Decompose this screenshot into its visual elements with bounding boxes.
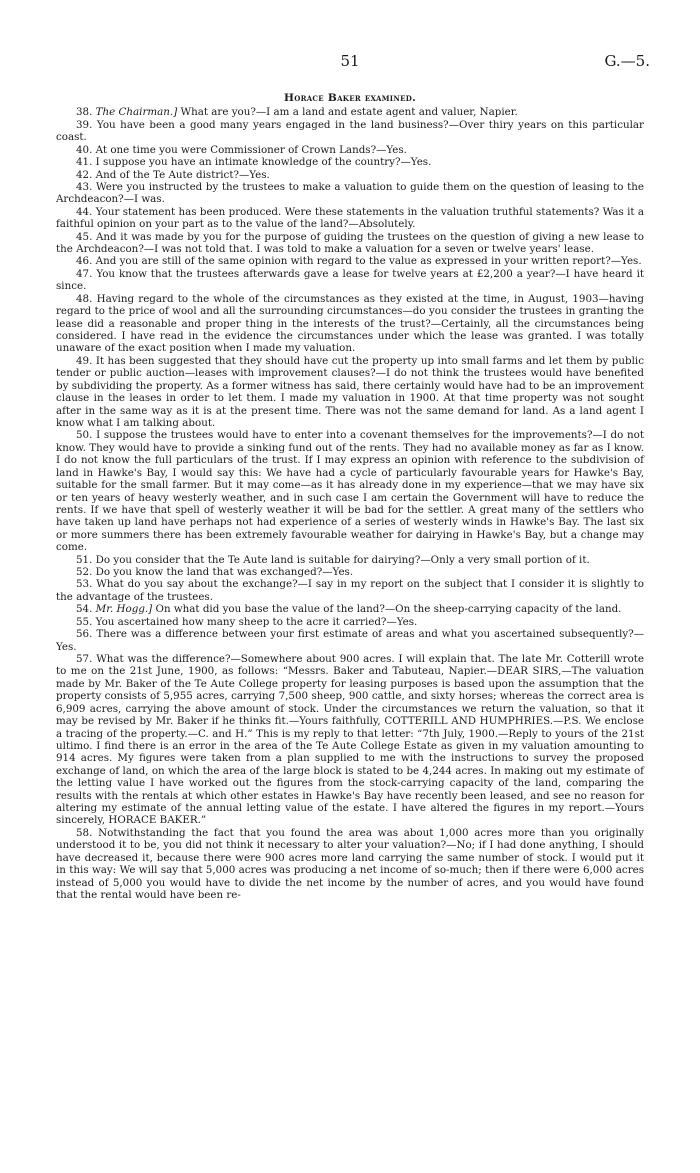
paragraph-text: At one time you were Commissioner of Crown Lands?—Yes. <box>95 143 407 156</box>
witness-heading: Horace Baker examined. <box>283 92 417 104</box>
paragraph-text: Do you consider that the Te Aute land is suitable for dairying?—Only a very small portion of it. <box>95 553 590 566</box>
testimony-paragraph <box>56 106 644 118</box>
document-reference: G.—5. <box>604 52 650 70</box>
question-number: 40. <box>76 143 93 156</box>
question-number: 53. <box>76 578 93 591</box>
paragraph-text: There was a difference between your first estimate of areas and what you ascertained subsequently?—Yes. <box>56 628 644 653</box>
page-number: 51 <box>340 52 360 70</box>
testimony-paragraph <box>56 181 644 206</box>
question-number: 49. <box>76 354 93 367</box>
paragraph-text: Your statement has been produced. Were these statements in the valuation truthful statements? Was it a faithful opinion on your part as to the value of the land?—Absolutely. <box>56 205 644 231</box>
paragraph-text: You have been a good many years engaged in the land business?—Over thiry years on this particular coast. <box>56 118 644 144</box>
paragraph-text: Notwithstanding the fact that you found the area was about 1,000 acres more than you originally understood it to be, you did not think it necessary to alter your valuation?—No; if I had done anything, I should have decreased it, because there were 900 acres more land carrying the same number of stock. I would put it in this way: We will say that 5,000 acres was producing a net income of so-much; then if there were 6,000 acres instead of 5,000 you would have to divide the net income by the number of acres, and you would have found that the rental would have been re- <box>56 826 644 901</box>
speaker-label: Mr. Hogg.] <box>95 603 153 616</box>
question-number: 56. <box>76 628 93 641</box>
testimony-paragraph <box>56 293 644 355</box>
question-number: 41. <box>76 156 93 169</box>
testimony-paragraph <box>56 156 644 168</box>
testimony-paragraph <box>56 653 644 827</box>
testimony-paragraph <box>56 268 644 293</box>
paragraph-text: It has been suggested that they should have cut the property up into small farms and let them by public tender or public auction—leases with improvement clauses?—I do not think the trustees would have benefited by subdividing the property. As a former witness has said, there certainly would have had to be an improvement clause in the leases in order to let them. I made my valuation in 1900. At that time property was not sought after in the same way as it is at the present time. There was not the same demand for land. As a land agent I know what I am talking about. <box>56 354 644 429</box>
question-number: 55. <box>76 615 93 628</box>
testimony-paragraph <box>56 578 644 603</box>
paragraph-text: What do you say about the exchange?—I say in my report on the subject that I consider it is slightly to the advantage of the trustees. <box>56 578 644 603</box>
question-number: 38. <box>76 106 93 119</box>
testimony-paragraph <box>56 603 644 615</box>
paragraph-text: Do you know the land that was exchanged?—Yes. <box>95 566 354 579</box>
paragraph-text: You ascertained how many sheep to the acre it carried?—Yes. <box>95 615 418 628</box>
question-number: 48. <box>76 292 93 305</box>
question-number: 45. <box>76 230 93 243</box>
testimony-paragraph <box>56 429 644 553</box>
question-number: 51. <box>76 553 93 566</box>
question-number: 46. <box>76 255 93 268</box>
paragraph-text: I suppose the trustees would have to enter into a covenant themselves for the improvements?—I do not know. They would have to provide a sinking fund out of the rents. They had no available money as far as I know. I do not know the full particulars of the trust. If I may express an opinion with reference to the subdivision of land in Hawke's Bay, I would say this: We have had a cycle of particularly favourable years for Hawke's Bay, suitable for the small farmer. But it may come—as it has already done in my experience—that we may have six or ten years of heavy westerly weather, and in such case I am certain the Government will have to reduce the rents. If we have that spell of westerly weather it will be bad for the settler. A great many of the settlers who have taken up land have perhaps not had experience of a series of westerly winds in Hawke's Bay. The last six or more summers there has been extremely favourable weather for dairying in Hawke's Bay, but a change may come. <box>56 429 644 554</box>
question-number: 39. <box>76 118 93 131</box>
testimony-paragraph <box>56 616 644 628</box>
testimony-paragraph <box>56 119 644 144</box>
testimony-paragraph <box>56 628 644 653</box>
paragraph-text: On what did you base the value of the land?—On the sheep-carrying capacity of the land. <box>155 603 622 616</box>
question-number: 57. <box>76 652 93 665</box>
testimony-paragraph <box>56 566 644 578</box>
testimony-paragraph <box>56 827 644 902</box>
paragraph-text: And it was made by you for the purpose of guiding the trustees on the question of giving a new lease to the Archdeacon?—I was not told that. I was told to make a valuation for a seven or twelve years' lease. <box>56 230 644 256</box>
testimony-body <box>56 106 644 901</box>
question-number: 52. <box>76 566 93 579</box>
speaker-label: The Chairman.] <box>95 106 178 119</box>
question-number: 47. <box>76 267 93 280</box>
paragraph-text: You know that the trustees afterwards gave a lease for twelve years at £2,200 a year?—I have heard it since. <box>56 267 644 293</box>
paragraph-text: And of the Te Aute district?—Yes. <box>95 168 270 181</box>
testimony-paragraph <box>56 255 644 267</box>
question-number: 44. <box>76 205 93 218</box>
testimony-paragraph <box>56 231 644 256</box>
paragraph-text: And you are still of the same opinion with regard to the value as expressed in your written report?—Yes. <box>95 255 642 268</box>
question-number: 58. <box>76 826 93 839</box>
testimony-paragraph <box>56 144 644 156</box>
testimony-paragraph <box>56 206 644 231</box>
testimony-paragraph <box>56 169 644 181</box>
testimony-paragraph <box>56 355 644 430</box>
question-number: 54. <box>76 603 93 616</box>
paragraph-text: I suppose you have an intimate knowledge of the country?—Yes. <box>95 156 432 169</box>
question-number: 42. <box>76 168 93 181</box>
paragraph-text: Having regard to the whole of the circumstances as they existed at the time, in August, 1903—having regard to the price of wool and all the surrounding circumstances—do you consider the trustees in granting the lease did a reasonable and proper thing in the interests of the trust?—Certainly, all the circumstances being considered. I have read in the evidence the circumstances under which the lease was granted. I was totally unaware of the exact position when I made my valuation. <box>56 292 644 355</box>
question-number: 50. <box>76 429 93 442</box>
paragraph-text: What was the difference?—Somewhere about 900 acres. I will explain that. The late Mr. Cotterill wrote to me on the 21st June, 1900, as follows: “Messrs. Baker and Tabuteau, Napier.—DEAR SIRS,—The valuation made by Mr. Baker of the Te Aute College property for leasing purposes is based upon the assumption that the property consists of 5,955 acres, carrying 7,500 sheep, 900 cattle, and sixty horses; whereas the correct area is 6,909 acres, carrying the above amount of stock. Under the circumstances we return the valuation, so that it may be revised by Mr. Baker if he thinks fit.—Yours faithfully, COTTERILL AND HUMPHRIES.—P.S. We enclose a tracing of the property.—C. and H.” This is my reply to that letter: “7th July, 1900.—Reply to yours of the 21st ultimo. I find there is an error in the area of the Te Aute College Estate as given in my valuation amounting to 914 acres. My figures were taken from a plan supplied to me with the instructions to survey the proposed exchange of land, on which the area of the large block is stated to be 4,244 acres. In making out my estimate of the letting value I have worked out the figures from the stock-carrying capacity of the land, comparing the results with the rentals at which other estates in Hawke's Bay have recently been leased, and see no reason for altering my estimate of the annual letting value of the estate. I have altered the figures in my report.—Yours sincerely, HORACE BAKER.” <box>56 652 644 827</box>
question-number: 43. <box>76 180 93 193</box>
paragraph-text: Were you instructed by the trustees to make a valuation to guide them on the question of leasing to the Archdeacon?—I was. <box>56 180 644 206</box>
paragraph-text: What are you?—I am a land and estate agent and valuer, Napier. <box>180 106 518 119</box>
testimony-paragraph <box>56 554 644 566</box>
